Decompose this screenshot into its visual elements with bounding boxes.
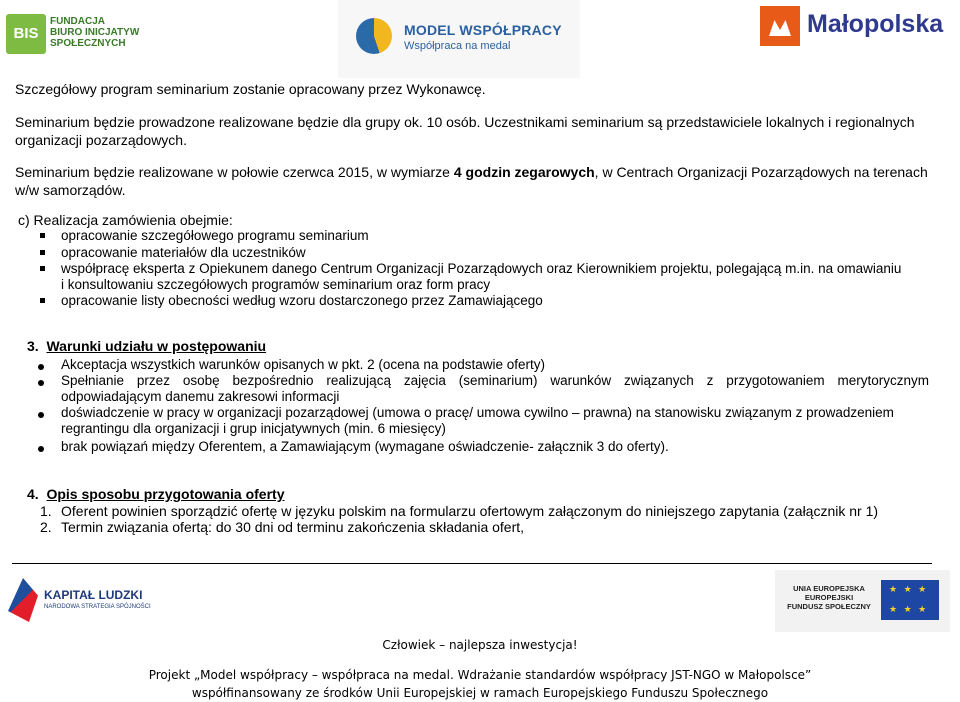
kapital-ludzki-title: KAPITAŁ LUDZKI: [44, 588, 143, 602]
bis-line: BIURO INICJATYW: [50, 27, 140, 38]
list-item: opracowanie materiałów dla uczestników: [61, 245, 306, 260]
bis-logo: [6, 14, 156, 54]
list-item: Akceptacja wszystkich warunków opisanych w pkt. 2 (ocena na podstawie oferty): [61, 357, 545, 372]
footer-funding-line: współfinansowany ze środków Unii Europejskiej w ramach Europejskiego Funduszu Społecznego: [191, 686, 769, 700]
schedule-text: , w Centrach Organizacji Pozarządowych na terenach w/w samorządów.: [15, 164, 928, 198]
bullet-icon: [38, 446, 44, 452]
malopolska-logo-text: Małopolska: [807, 10, 944, 38]
list-item: i konsultowaniu szczegółowych programów seminarium oraz form pracy: [61, 277, 491, 292]
kapital-ludzki-star-icon: [8, 578, 38, 622]
eu-logo-text: [783, 584, 875, 611]
kapital-ludzki-subtitle: NARODOWA STRATEGIA SPÓJNOŚCI: [44, 604, 151, 610]
section-4-heading: [27, 486, 285, 502]
list-item: brak powiązań między Oferentem, a Zamawiającym (wymagane oświadczenie- załącznik 3 do oferty).: [61, 439, 669, 454]
list-item: opracowanie szczegółowego programu seminarium: [61, 228, 369, 243]
eu-line: UNIA EUROPEJSKA: [793, 584, 865, 593]
bis-logo-text: [50, 16, 139, 49]
kapital-ludzki-logo: [8, 576, 168, 624]
section-3-heading: [27, 338, 266, 354]
schedule-hours: 4 godzin zegarowych: [453, 164, 595, 180]
bullet-icon: [38, 380, 44, 386]
paragraph-program: Szczegółowy program seminarium zostanie opracowany przez Wykonawcę.: [15, 81, 486, 97]
paragraph-schedule: [15, 163, 935, 199]
list-item: odpowiadającym danemu zakresowi informacji: [61, 389, 340, 404]
list-item: Termin związania ofertą: do 30 dni od terminu zakończenia składania ofert,: [61, 519, 525, 535]
list-number: 1.: [40, 503, 52, 519]
eu-line: EUROPEJSKI: [804, 593, 854, 602]
list-item: opracowanie listy obecności według wzoru dostarczonego przez Zamawiającego: [61, 293, 543, 308]
square-bullet-icon: [40, 266, 45, 271]
list-item: regrantingu dla organizacji i grup inicjatywnych (min. 6 miesięcy): [61, 421, 446, 436]
list-item: Spełnianie przez osobę bezpośrednio realizującą zajęcia (seminarium) warunków związanych z przygotowaniem merytorycznym: [61, 373, 929, 388]
bis-line: FUNDACJA: [50, 16, 105, 27]
list-item: doświadczenie w pracy w organizacji pozarządowej (umowa o pracę/ umowa cywilno – prawna) na stanowisku związanym z prowadzeniem: [61, 405, 894, 420]
square-bullet-icon: [40, 298, 45, 303]
footer-project-line: Projekt „Model współpracy – współpraca na medal. Wdrażanie standardów współpracy JST-NGO w Małopolsce”: [148, 668, 812, 682]
footer-slogan: Człowiek – najlepsza inwestycja!: [382, 638, 578, 652]
eu-flag-icon: [881, 580, 939, 620]
model-logo-icon: [356, 18, 392, 54]
eu-line: FUNDUSZ SPOŁECZNY: [787, 602, 871, 611]
eu-logo: [775, 570, 950, 632]
bullet-icon: [38, 412, 44, 418]
malopolska-mountain-icon: [760, 6, 800, 46]
section-title: Warunki udziału w postępowaniu: [46, 338, 267, 354]
section-title: Opis sposobu przygotowania oferty: [46, 486, 285, 502]
model-wspolpracy-logo: [338, 0, 580, 78]
page-header: [0, 0, 960, 70]
section-number: 4.: [27, 486, 39, 502]
bis-line: SPOŁECZNYCH: [50, 38, 126, 49]
paragraph-group: Seminarium będzie prowadzone realizowane będzie dla grupy ok. 10 osób. Uczestnikami seminarium są przedstawiciele lokalnych i regionalnych organizacji pozarządowych.: [15, 114, 915, 148]
footer-divider: [12, 563, 932, 564]
square-bullet-icon: [40, 250, 45, 255]
list-item: współpracę eksperta z Opiekunem danego Centrum Organizacji Pozarządowych oraz Kierownikiem projektu, polegającą m.in. na omawianiu: [61, 261, 902, 276]
list-item: Oferent powinien sporządzić ofertę w języku polskim na formularzu ofertowym załączonym do niniejszego zapytania (załącznik nr 1): [61, 503, 879, 519]
square-bullet-icon: [40, 233, 45, 238]
model-logo-subtitle: Współpraca na medal: [404, 40, 511, 52]
malopolska-logo: [760, 6, 960, 46]
bullet-icon: [38, 364, 44, 370]
schedule-text: Seminarium będzie realizowane w połowie czerwca 2015, w wymiarze: [15, 164, 454, 180]
list-number: 2.: [40, 519, 52, 535]
bis-logo-mark: BIS: [6, 14, 46, 54]
section-number: 3.: [27, 338, 39, 354]
model-logo-title: MODEL WSPÓŁPRACY: [404, 22, 562, 38]
section-c-heading: c) Realizacja zamówienia obejmie:: [18, 212, 233, 228]
